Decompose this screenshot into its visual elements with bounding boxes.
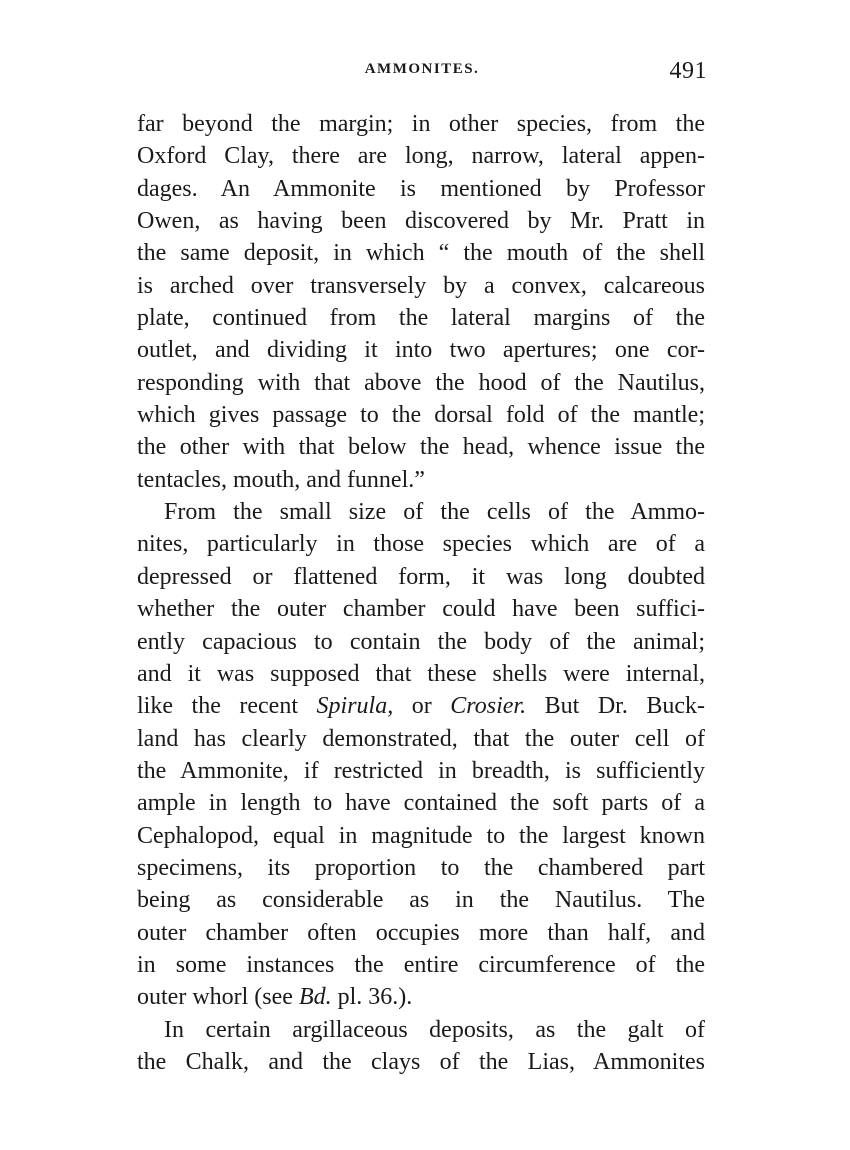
page-header bbox=[137, 58, 707, 88]
text-line: outer chamber often occupies more than half, and bbox=[137, 919, 705, 946]
paragraph bbox=[137, 496, 705, 1014]
text-line: the Chalk, and the clays of the Lias, Ammonites bbox=[137, 1048, 705, 1075]
text-line: land has clearly demonstrated, that the outer cell of bbox=[137, 725, 705, 752]
text-line: tentacles, mouth, and funnel.” bbox=[137, 466, 425, 493]
text-line: From the small size of the cells of the Ammo- bbox=[164, 499, 705, 526]
text-line: ample in length to have contained the soft parts of a bbox=[137, 790, 705, 817]
text-line: and it was supposed that these shells were internal, bbox=[137, 660, 705, 687]
text-line: which gives passage to the dorsal fold of the mantle; bbox=[137, 402, 705, 429]
text-line bbox=[137, 690, 705, 722]
text-line: Cephalopod, equal in magnitude to the largest known bbox=[137, 822, 705, 849]
text-line: outlet, and dividing it into two apertures; one cor- bbox=[137, 337, 705, 364]
text-run: or bbox=[393, 693, 451, 720]
text-line: far beyond the margin; in other species, from the bbox=[137, 111, 705, 137]
text-line: the other with that below the head, whence issue the bbox=[137, 434, 705, 461]
italic-run: Spirula, bbox=[316, 693, 394, 720]
italic-run: Bd. bbox=[298, 984, 332, 1011]
text-line: being as considerable as in the Nautilus. The bbox=[137, 887, 705, 914]
text-line: responding with that above the hood of the Nautilus, bbox=[137, 369, 705, 396]
text-line: the Ammonite, if restricted in breadth, is sufficiently bbox=[137, 757, 705, 784]
text-line: dages. An Ammonite is mentioned by Professor bbox=[137, 175, 705, 202]
running-head: AMMONITES. bbox=[364, 61, 480, 77]
text-run: But Dr. Buck- bbox=[526, 693, 705, 720]
italic-run: Crosier. bbox=[450, 693, 527, 720]
text-line: is arched over transversely by a convex, calcareous bbox=[137, 272, 705, 299]
text-line: Oxford Clay, there are long, narrow, lateral appen- bbox=[137, 143, 705, 170]
text-line: whether the outer chamber could have been suffici- bbox=[137, 596, 705, 623]
text-line: plate, continued from the lateral margins of the bbox=[137, 305, 705, 332]
paragraph bbox=[137, 108, 705, 496]
text-line: nites, particularly in those species which are of a bbox=[137, 531, 705, 558]
text-line: depressed or flattened form, it was long doubted bbox=[137, 563, 705, 590]
text-line: in some instances the entire circumference of the bbox=[137, 951, 705, 978]
text-line: the same deposit, in which “ the mouth of the shell bbox=[137, 240, 705, 267]
text-line: In certain argillaceous deposits, as the galt of bbox=[164, 1016, 705, 1043]
text-line: Owen, as having been discovered by Mr. Pratt in bbox=[137, 208, 705, 235]
body-text bbox=[137, 108, 705, 1078]
text-line: specimens, its proportion to the chambered part bbox=[137, 854, 705, 881]
text-line: ently capacious to contain the body of the animal; bbox=[137, 628, 705, 655]
text-run: outer whorl (see bbox=[137, 984, 299, 1011]
paragraph bbox=[137, 1014, 705, 1079]
text-line bbox=[137, 981, 705, 1013]
text-run: pl. 36.). bbox=[331, 984, 413, 1011]
text-run: like the recent bbox=[137, 693, 317, 720]
page-number: 491 bbox=[669, 58, 707, 84]
